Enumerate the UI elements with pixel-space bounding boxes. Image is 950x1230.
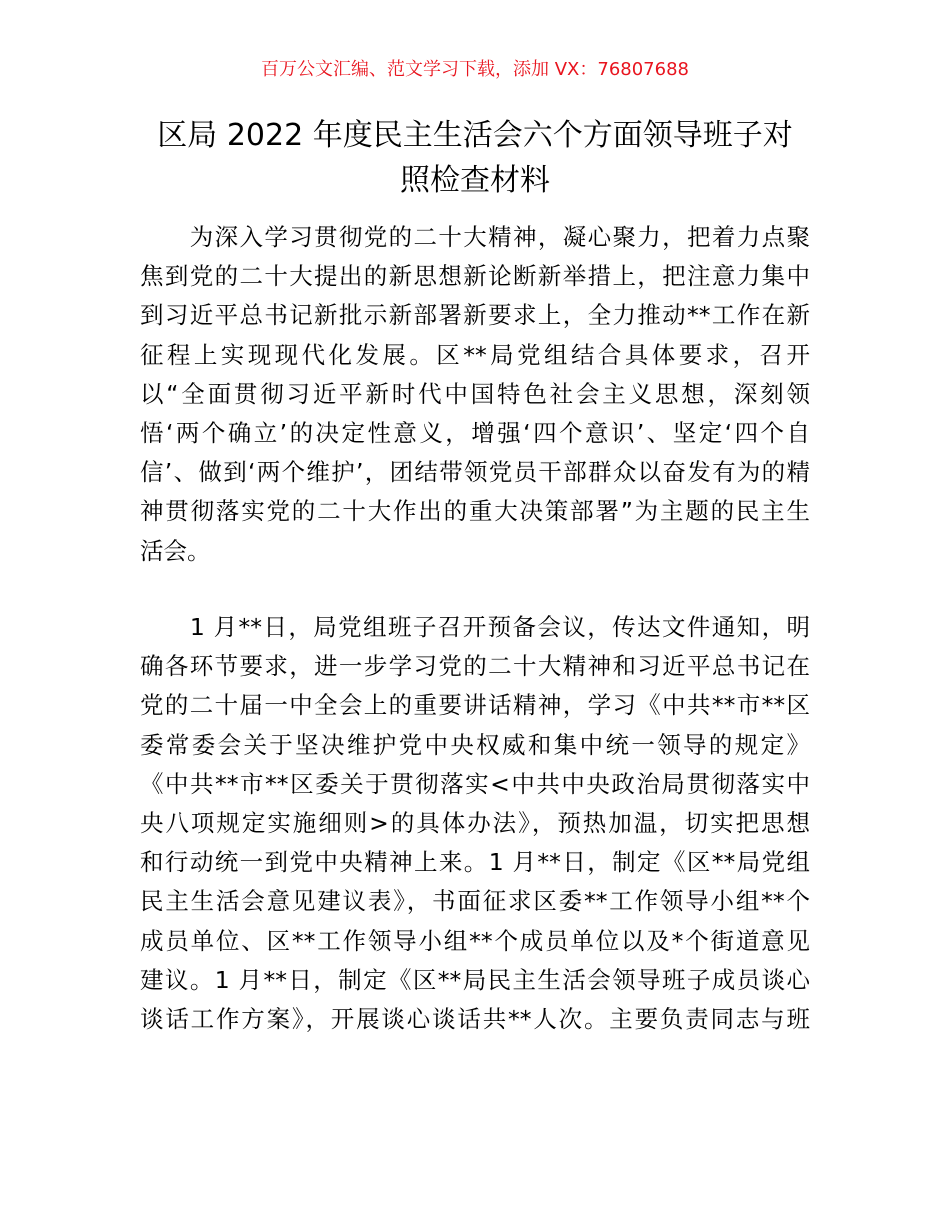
paragraph-1-line: 信’、做到‘两个维护’，团结带领党员干部群众以奋发有为的精 <box>140 458 810 487</box>
paragraph-2-line: 党的二十届一中全会上的重要讲话精神，学习《中共**市**区 <box>140 691 810 720</box>
paragraph-1-line: 为深入学习贯彻党的二十大精神，凝心聚力，把着力点聚 <box>140 223 810 251</box>
paragraph-2-line: 委常委会关于坚决维护党中央权威和集中统一领导的规定》 <box>140 730 810 759</box>
paragraph-2-line: 《中共**市**区委关于贯彻落实<中共中央政治局贯彻落实中 <box>140 769 810 798</box>
paragraph-1-line: 征程上实现现代化发展。区**局党组结合具体要求，召开 <box>140 340 810 369</box>
paragraph-1-line: 神贯彻落实党的二十大作出的重大决策部署”为主题的民主生 <box>140 497 810 526</box>
paragraph-2-line: 和行动统一到党中央精神上来。1 月**日，制定《区**局党组 <box>140 848 810 877</box>
paragraph-1-line: 焦到党的二十大提出的新思想新论断新举措上，把注意力集中 <box>140 262 810 291</box>
paragraph-1-line: 悟‘两个确立’的决定性意义，增强‘四个意识’、坚定‘四个自 <box>140 419 810 447</box>
paragraph-2-line: 确各环节要求，进一步学习党的二十大精神和习近平总书记在 <box>140 652 810 681</box>
paragraph-2-line: 谈话工作方案》，开展谈心谈话共**人次。主要负责同志与班 <box>140 1005 810 1033</box>
paragraph-2-line: 成员单位、区**工作领导小组**个成员单位以及*个街道意见 <box>140 926 810 955</box>
document-title-line-2: 照检查材料 <box>400 163 550 198</box>
paragraph-1-line: 以“全面贯彻习近平新时代中国特色社会主义思想，深刻领 <box>140 379 810 408</box>
document-title-line-1: 区局 2022 年度民主生活会六个方面领导班子对 <box>157 118 793 153</box>
paragraph-2-line: 1 月**日，局党组班子召开预备会议，传达文件通知，明 <box>140 613 810 641</box>
paragraph-2-line: 央八项规定实施细则>的具体办法》，预热加温，切实把思想 <box>140 809 810 837</box>
paragraph-2-line: 建议。1 月**日，制定《区**局民主生活会领导班子成员谈心 <box>140 965 810 994</box>
paragraph-1-line: 到习近平总书记新批示新部署新要求上，全力推动**工作在新 <box>140 301 810 330</box>
paragraph-2-line: 民主生活会意见建议表》，书面征求区委**工作领导小组**个 <box>140 887 810 916</box>
paragraph-1-line: 活会。 <box>140 536 211 565</box>
watermark-header: 百万公文汇编、范文学习下载，添加 VX：76807688 <box>261 59 689 80</box>
